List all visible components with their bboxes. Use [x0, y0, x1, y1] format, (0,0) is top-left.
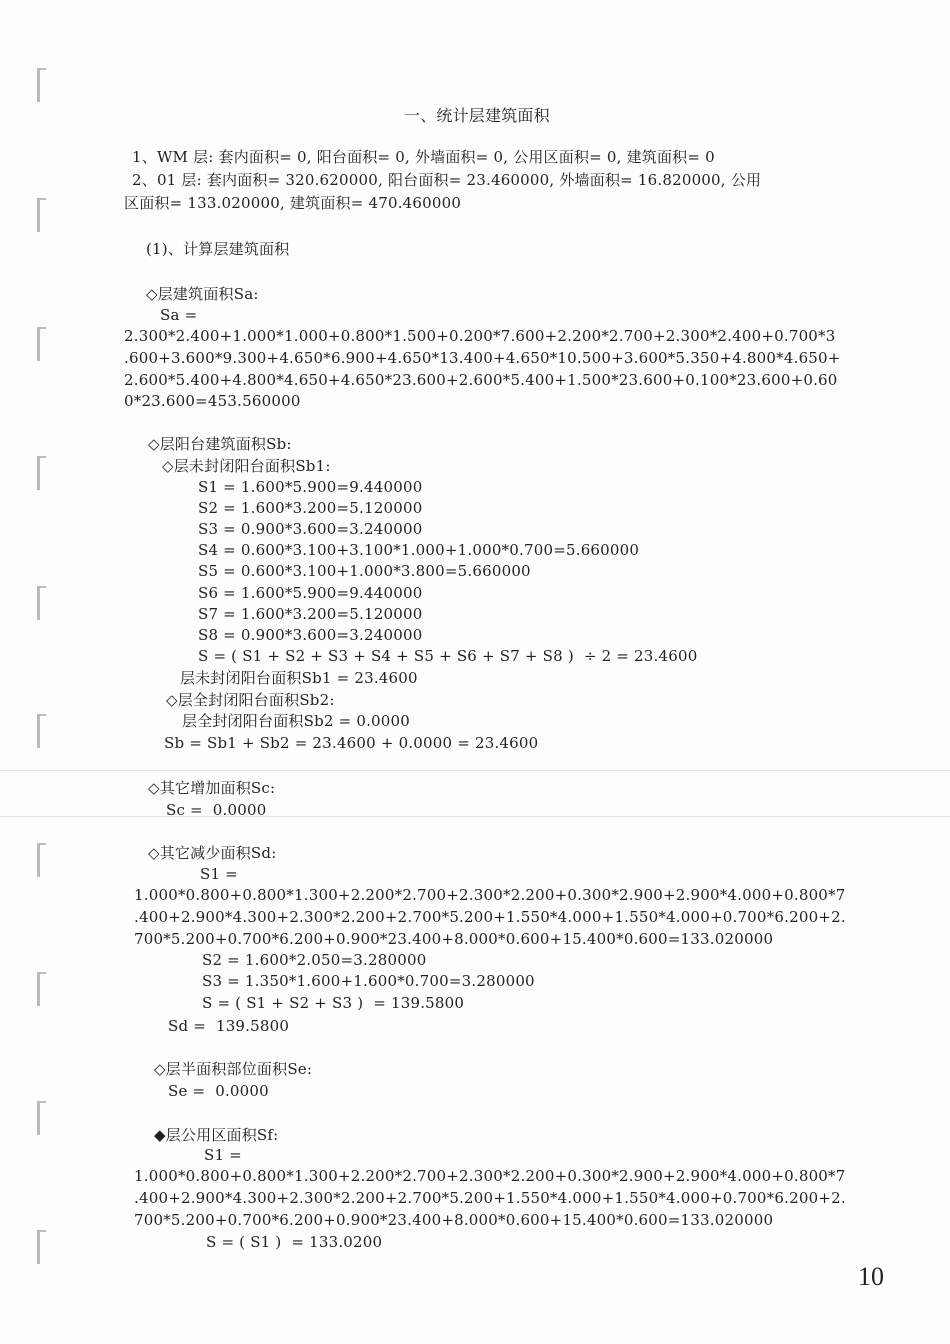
se-heading: ◇层半面积部位面积Se: [154, 1060, 313, 1078]
formula-line: .600+3.600*9.300+4.650*6.900+4.650*13.400+4.650*10.500+3.600*5.350+4.800*4.650+ [124, 349, 841, 367]
sb1-heading: ◇层未封闭阳台面积Sb1: [162, 457, 331, 475]
page-title: 一、统计层建筑面积 [404, 106, 550, 125]
sb2-result: 层全封闭阳台面积Sb2 = 0.0000 [182, 712, 411, 730]
scan-line [0, 816, 950, 817]
sf-heading: ◆层公用区面积Sf: [154, 1126, 279, 1144]
summary-line: 1、WM 层: 套内面积= 0, 阳台面积= 0, 外墙面积= 0, 公用区面积= 0, 建筑面积= 0 [132, 148, 715, 166]
formula-line: 700*5.200+0.700*6.200+0.900*23.400+8.000*0.600+15.400*0.600=133.020000 [134, 1211, 774, 1229]
sf-sum: S = ( S1 ) = 133.0200 [206, 1233, 383, 1251]
sb1-item: S6 = 1.600*5.900=9.440000 [198, 584, 423, 602]
binder-mark [37, 456, 40, 490]
binder-mark [37, 586, 40, 620]
se-value: Se = 0.0000 [168, 1082, 269, 1100]
sd-sum: S = ( S1 + S2 + S3 ) = 139.5800 [202, 994, 465, 1012]
binder-mark [37, 198, 40, 232]
formula-line: 0*23.600=453.560000 [124, 392, 301, 410]
summary-line: 2、01 层: 套内面积= 320.620000, 阳台面积= 23.460000, 外墙面积= 16.820000, 公用 [132, 171, 762, 189]
sb-total: Sb = Sb1 + Sb2 = 23.4600 + 0.0000 = 23.4600 [164, 734, 539, 752]
scan-line [0, 770, 950, 771]
binder-mark [37, 714, 40, 748]
sf-s1-label: S1 = [204, 1146, 242, 1164]
sd-value: Sd = 139.5800 [168, 1017, 290, 1035]
sb1-item: S5 = 0.600*3.100+1.000*3.800=5.660000 [198, 562, 531, 580]
sc-value: Sc = 0.0000 [166, 801, 267, 819]
binder-mark [37, 972, 40, 1006]
sd-heading: ◇其它减少面积Sd: [148, 844, 277, 862]
summary-line: 区面积= 133.020000, 建筑面积= 470.460000 [124, 194, 462, 212]
formula-line: 700*5.200+0.700*6.200+0.900*23.400+8.000*0.600+15.400*0.600=133.020000 [134, 930, 774, 948]
sc-heading: ◇其它增加面积Sc: [148, 779, 276, 797]
sd-s3: S3 = 1.350*1.600+1.600*0.700=3.280000 [202, 972, 535, 990]
sd-s1-label: S1 = [200, 865, 238, 883]
section-heading: (1)、计算层建筑面积 [146, 240, 290, 258]
sb1-item: S7 = 1.600*3.200=5.120000 [198, 605, 423, 623]
sb1-item: S8 = 0.900*3.600=3.240000 [198, 626, 423, 644]
sb-heading: ◇层阳台建筑面积Sb: [148, 435, 292, 453]
sb1-sum: S = ( S1 + S2 + S3 + S4 + S5 + S6 + S7 + S8 ) ÷ 2 = 23.4600 [198, 647, 698, 665]
binder-mark [37, 68, 40, 102]
sb1-item: S2 = 1.600*3.200=5.120000 [198, 499, 423, 517]
sb1-item: S1 = 1.600*5.900=9.440000 [198, 478, 423, 496]
formula-line: 1.000*0.800+0.800*1.300+2.200*2.700+2.300*2.200+0.300*2.900+2.900*4.000+0.800*7 [134, 886, 846, 904]
sa-equation: Sa = [160, 306, 198, 324]
formula-line: .400+2.900*4.300+2.300*2.200+2.700*5.200+1.550*4.000+1.550*4.000+0.700*6.200+2. [134, 908, 846, 926]
binder-mark [37, 1230, 40, 1264]
formula-line: 2.600*5.400+4.800*4.650+4.650*23.600+2.600*5.400+1.500*23.600+0.100*23.600+0.60 [124, 371, 838, 389]
formula-line: .400+2.900*4.300+2.300*2.200+2.700*5.200+1.550*4.000+1.550*4.000+0.700*6.200+2. [134, 1189, 846, 1207]
sb1-item: S4 = 0.600*3.100+3.100*1.000+1.000*0.700=5.660000 [198, 541, 640, 559]
formula-line: 2.300*2.400+1.000*1.000+0.800*1.500+0.200*7.600+2.200*2.700+2.300*2.400+0.700*3 [124, 327, 836, 345]
sa-heading: ◇层建筑面积Sa: [146, 285, 259, 303]
formula-line: 1.000*0.800+0.800*1.300+2.200*2.700+2.300*2.200+0.300*2.900+2.900*4.000+0.800*7 [134, 1167, 846, 1185]
sb2-heading: ◇层全封闭阳台面积Sb2: [166, 691, 335, 709]
sb1-item: S3 = 0.900*3.600=3.240000 [198, 520, 423, 538]
binder-mark [37, 843, 40, 877]
binder-mark [37, 327, 40, 361]
page-number: 10 [858, 1262, 884, 1291]
binder-mark [37, 1101, 40, 1135]
sd-s2: S2 = 1.600*2.050=3.280000 [202, 951, 427, 969]
sb1-result: 层未封闭阳台面积Sb1 = 23.4600 [180, 669, 418, 687]
